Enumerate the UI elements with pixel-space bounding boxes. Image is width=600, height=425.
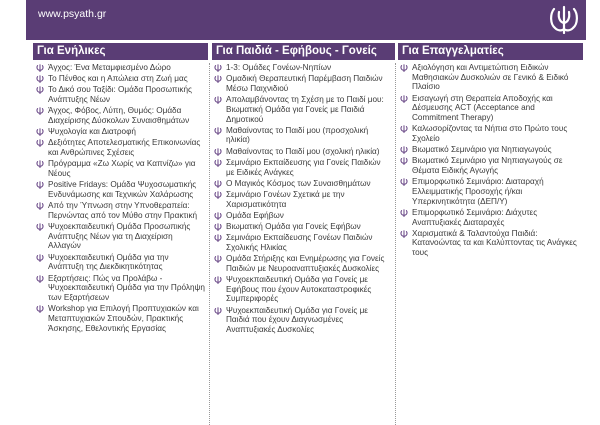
program-title: Ψυχοεκπαιδευτική Ομάδα για Γονείς με Εφήβους που έχουν Αυτοκαταστροφικές Συμπεριφορές [226,275,372,304]
program-item[interactable] [214,275,391,304]
program-title: Καλωσορίζοντας τα Νήπια στο Πρώτο τους Σχολείο [412,124,568,143]
program-item[interactable] [400,229,580,258]
program-item[interactable] [36,127,206,137]
program-item[interactable] [36,106,206,125]
program-title: Αξιολόγηση και Αντιμετώπιση Ειδικών Μαθησιακών Δυσκολιών σε Γενικό & Ειδικό Πλαίσιο [412,63,569,92]
children-parents-program-list [214,63,391,336]
program-title: Μαθαίνοντας το Παιδί μου (προσχολική ηλικία) [226,125,369,145]
psi-bullet-icon [36,160,44,168]
psi-bullet-icon [36,64,44,72]
psi-bullet-icon [214,148,222,156]
psi-bullet-icon [400,64,408,72]
program-item[interactable] [36,253,206,272]
psi-bullet-icon [36,139,44,147]
program-title: Από την Ύπνωση στην Υπνοθεραπεία: Περνώντας από τον Μύθο στην Πρακτική [48,201,198,220]
program-item[interactable] [400,156,580,175]
program-item[interactable] [214,95,391,124]
psi-bullet-icon [214,255,222,263]
program-title: Positive Fridays: Ομάδα Ψυχοσωματικής Ενδυνάμωσης και Τεχνικών Χαλάρωσης [48,180,197,199]
program-item[interactable] [36,274,206,303]
program-item[interactable] [36,304,206,333]
program-title: Άγχος: Ένα Μεταμφιεσμένο Δώρο [48,63,171,72]
site-url[interactable]: www.psyath.gr [38,8,107,20]
program-title: Απολαμβάνοντας τη Σχέση με το Παιδί μου: Βιωματική Ομάδα για Γονείς με Παιδιά Δημοτικού [226,95,384,124]
program-title: Μαθαίνοντας το Παιδί μου (σχολική ηλικία) [226,146,380,156]
psi-bullet-icon [400,95,408,103]
column-header-children-parents: Για Παιδιά - Εφήβους - Γονείς [212,43,395,60]
program-title: Το Δικό σου Ταξίδι: Ομάδα Προσωπικής Ανάπτυξης Νέων [48,85,192,105]
program-item[interactable] [36,138,206,157]
program-title: 1-3: Ομάδες Γονέων-Νηπίων [226,63,332,72]
program-item[interactable] [214,211,391,221]
program-item[interactable] [36,85,206,104]
program-title: Εισαγωγή στη Θεραπεία Αποδοχής και Δέσμευσης ACT (Acceptance and Commitment Therapy) [412,93,553,123]
psi-bullet-icon [36,254,44,262]
program-title: Ψυχολογία και Διατροφή [48,127,136,137]
program-item[interactable] [214,254,391,273]
program-item[interactable] [36,180,206,199]
header-banner [26,0,586,40]
psi-bullet-icon [36,202,44,210]
psi-bullet-icon [400,209,408,217]
psi-bullet-icon [36,75,44,83]
program-title: Χαρισματικά & Ταλαντούχα Παιδιά: Κατανοώντας τα και Καλύπτοντας τις Ανάγκες τους [412,228,577,258]
program-title: Ο Μαγικός Κόσμος των Συναισθημάτων [226,178,371,188]
professionals-program-list [400,63,580,259]
program-item[interactable] [214,179,391,189]
psi-bullet-icon [36,107,44,115]
psi-logo-icon [550,4,578,34]
program-title: Πρόγραμμα «Ζω Χωρίς να Καπνίζω» για Νέους [48,159,196,179]
psi-bullet-icon [214,96,222,104]
column-header-adults: Για Ενήλικες [33,43,208,60]
program-item[interactable] [214,306,391,335]
psi-bullet-icon [214,191,222,199]
psi-bullet-icon [36,128,44,136]
program-item[interactable] [214,190,391,209]
program-title: Επιμορφωτικό Σεμινάριο: Διαταραχή Ελλειμματικής Προσοχής ή/και Υπερκινητικότητα (ΔΕΠ/Υ) [412,177,544,206]
psi-bullet-icon [36,223,44,231]
psi-bullet-icon [214,223,222,231]
psi-bullet-icon [36,181,44,189]
adults-program-list [36,63,206,335]
program-item[interactable] [214,233,391,252]
psi-bullet-icon [214,127,222,135]
program-title: Ψυχοεκπαιδευτική Ομάδα για Γονείς με Παιδιά που έχουν Διαγνωσμένες Αναπτυξιακές Δυσκολίες [226,305,368,335]
program-item[interactable] [400,124,580,143]
program-title: Σεμινάριο Εκπαίδευσης Γονέων Παιδιών Σχολικής Ηλικίας [226,233,373,252]
column-header-professionals: Για Επαγγελματίες [398,43,583,60]
program-title: Άγχος, Φόβος, Λύπη, Θυμός: Ομάδα Διαχείρισης Δύσκολων Συναισθημάτων [48,106,190,126]
psi-bullet-icon [400,125,408,133]
program-item[interactable] [400,177,580,206]
column-divider [395,63,396,425]
program-title: Σεμινάριο Εκπαίδευσης για Γονείς Παιδιών με Ειδικές Ανάγκες [226,157,381,177]
program-item[interactable] [36,63,206,73]
program-item[interactable] [36,74,206,84]
program-item[interactable] [400,208,580,227]
psi-bullet-icon [214,75,222,83]
program-title: Δεξιότητες Αποτελεσματικής Επικοινωνίας και Ανθρώπινες Σχέσεις [48,138,201,158]
program-title: Εξαρτήσεις: Πώς να Προλάβω - Ψυχοεκπαιδευτική Ομάδα για την Πρόληψη των Εξαρτήσεων [48,273,205,302]
psi-bullet-icon [214,180,222,188]
program-title: Ομαδική Θεραπευτική Παρέμβαση Παιδιών Μέσω Παιχνιδιού [226,74,383,93]
program-item[interactable] [36,222,206,251]
program-title: Βιωματική Ομάδα για Γονείς Εφήβων [226,222,361,232]
program-item[interactable] [400,63,580,92]
psi-bullet-icon [36,305,44,313]
program-title: Ομάδα Στήριξης και Ενημέρωσης για Γονείς Παιδιών με Νευροαναπτυξιακές Δυσκολίες [226,254,385,273]
program-item[interactable] [400,145,580,155]
psi-bullet-icon [214,212,222,220]
column-divider [209,63,210,425]
psi-bullet-icon [36,86,44,94]
psi-bullet-icon [214,234,222,242]
program-item[interactable] [214,126,391,145]
program-title: Το Πένθος και η Απώλεια στη Ζωή μας [48,74,188,84]
program-title: Workshop για Επιλογή Προπτυχιακών και Μεταπτυχιακών Σπουδών, Πρακτικής Άσκησης, Εθελοντικής Εργασίας [48,304,199,333]
psi-bullet-icon [400,230,408,238]
program-title: Ομάδα Εφήβων [226,210,284,220]
program-title: Επιμορφωτικό Σεμινάριο: Διάχυτες Αναπτυξιακές Διαταραχές [412,207,538,227]
program-title: Σεμινάριο Γονέων Σχετικά με την Χαρισματικότητα [226,189,345,209]
psi-bullet-icon [214,307,222,315]
program-item[interactable] [214,222,391,232]
program-item[interactable] [400,94,580,123]
program-title: Βιωματικό Σεμινάριο για Νηπιαγωγούς σε Θέματα Ειδικής Αγωγής [412,156,563,176]
program-item[interactable] [214,63,391,73]
psi-bullet-icon [214,64,222,72]
program-title: Βιωματικό Σεμινάριο για Νηπιαγωγούς [412,145,552,155]
program-item[interactable] [214,147,391,157]
program-item[interactable] [214,158,391,177]
program-title: Ψυχοεκπαιδευτική Ομάδα Προσωπικής Ανάπτυξης Νέων για τη Διαχείριση Αλλαγών [48,222,191,251]
psi-bullet-icon [400,146,408,154]
psi-bullet-icon [400,178,408,186]
psi-bullet-icon [214,276,222,284]
psi-bullet-icon [36,275,44,283]
psi-bullet-icon [400,157,408,165]
program-item[interactable] [214,74,391,93]
program-title: Ψυχοεκπαιδευτική Ομάδα για την Ανάπτυξη της Διεκδικητικότητας [48,252,169,272]
psi-bullet-icon [214,159,222,167]
program-item[interactable] [36,159,206,178]
program-item[interactable] [36,201,206,220]
